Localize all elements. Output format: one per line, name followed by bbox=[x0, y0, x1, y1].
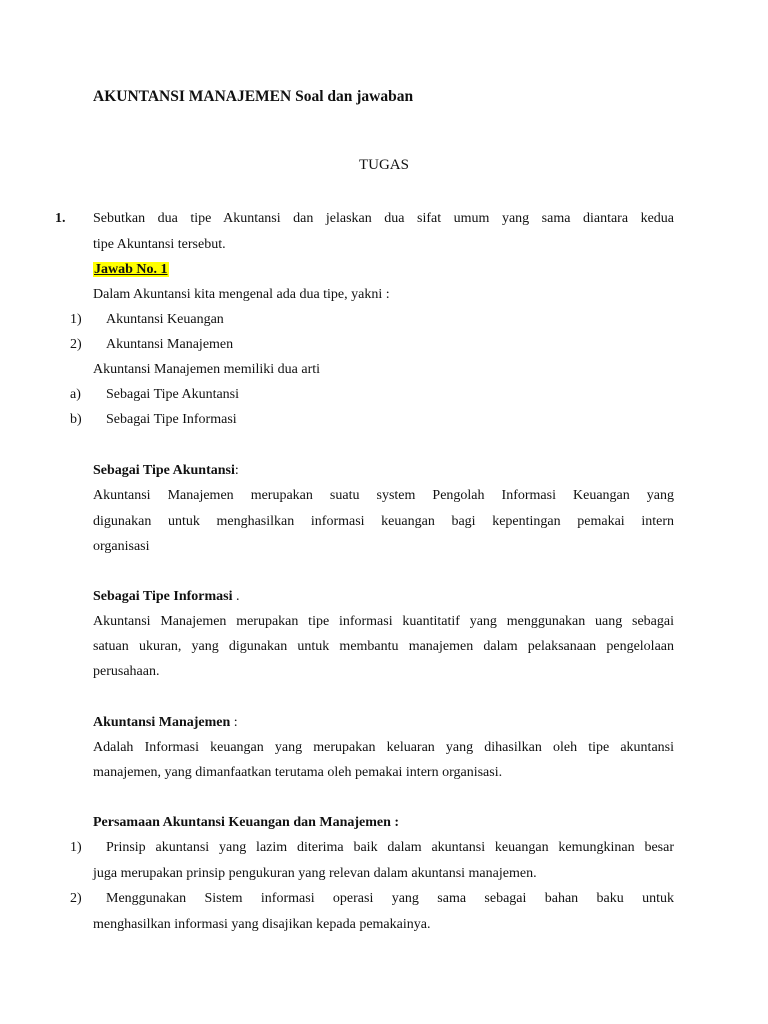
document-title: AKUNTANSI MANAJEMEN Soal dan jawaban bbox=[93, 88, 414, 105]
similarity-1-line-2: juga merupakan prinsip pengukuran yang relevan dalam akuntansi manajemen. bbox=[93, 866, 537, 881]
similarity-1-line-1: Prinsip akuntansi yang lazim diterima baik dalam akuntansi keuangan kemungkinan besar bbox=[106, 840, 674, 855]
section3-heading-row bbox=[93, 715, 238, 731]
similarity-2-line-1: Menggunakan Sistem informasi operasi yang sama sebagai bahan baku untuk bbox=[106, 891, 674, 906]
section3-suffix: : bbox=[230, 715, 238, 730]
section2-line-3: perusahaan. bbox=[93, 664, 160, 679]
section2-line-2-row bbox=[93, 639, 674, 655]
type-2-marker: 2) bbox=[70, 337, 82, 352]
section1-suffix: : bbox=[234, 463, 239, 478]
meaning-intro: Akuntansi Manajemen memiliki dua arti bbox=[93, 362, 321, 377]
section2-line-2: satuan ukuran, yang digunakan untuk membantu manajemen dalam pelaksanaan pengelolaan bbox=[93, 639, 674, 654]
answer-intro: Dalam Akuntansi kita mengenal ada dua tipe, yakni : bbox=[93, 287, 390, 302]
similarity-1-line-1-row bbox=[106, 840, 674, 856]
similarity-2-marker: 2) bbox=[70, 891, 82, 906]
section2-heading: Sebagai Tipe Informasi bbox=[93, 589, 233, 604]
type-1-text: Akuntansi Keuangan bbox=[106, 312, 224, 327]
question-number: 1. bbox=[55, 211, 66, 226]
section2-suffix: . bbox=[232, 589, 240, 604]
section1-line-3: organisasi bbox=[93, 539, 150, 554]
meaning-b-marker: b) bbox=[70, 412, 82, 427]
type-2-text: Akuntansi Manajemen bbox=[106, 337, 234, 352]
section3-line-1: Adalah Informasi keuangan yang merupakan keluaran yang dihasilkan oleh tipe akuntansi bbox=[93, 740, 674, 755]
similarity-2-line-1-row bbox=[106, 891, 674, 907]
question-line-1 bbox=[93, 211, 674, 227]
question-text-1: Sebutkan dua tipe Akuntansi dan jelaskan dua sifat umum yang sama diantara kedua bbox=[93, 211, 674, 226]
section3-line-1-row bbox=[93, 740, 674, 756]
section4-heading: Persamaan Akuntansi Keuangan dan Manajemen : bbox=[93, 815, 400, 830]
meaning-a-text: Sebagai Tipe Akuntansi bbox=[106, 387, 240, 402]
section1-heading: Sebagai Tipe Akuntansi bbox=[93, 463, 235, 478]
section2-line-1-row bbox=[93, 614, 674, 630]
similarity-1-marker: 1) bbox=[70, 840, 82, 855]
section2-heading-row bbox=[93, 589, 240, 605]
section3-line-2: manajemen, yang dimanfaatkan terutama oleh pemakai intern organisasi. bbox=[93, 765, 503, 780]
meaning-a-marker: a) bbox=[70, 387, 81, 402]
similarity-2-line-2: menghasilkan informasi yang disajikan kepada pemakainya. bbox=[93, 917, 431, 932]
section1-line-1-row bbox=[93, 488, 674, 504]
meaning-b-text: Sebagai Tipe Informasi bbox=[106, 412, 237, 427]
section2-line-1: Akuntansi Manajemen merupakan tipe informasi kuantitatif yang menggunakan uang sebagai bbox=[93, 614, 674, 629]
section1-line-2: digunakan untuk menghasilkan informasi keuangan bagi kepentingan pemakai intern bbox=[93, 514, 674, 529]
question-line-2: tipe Akuntansi tersebut. bbox=[93, 237, 226, 252]
type-1-marker: 1) bbox=[70, 312, 82, 327]
answer-label: Jawab No. 1 bbox=[94, 262, 168, 277]
section1-line-2-row bbox=[93, 514, 674, 530]
answer-label-row bbox=[93, 262, 169, 278]
section3-heading: Akuntansi Manajemen bbox=[93, 715, 231, 730]
tugas-heading: TUGAS bbox=[358, 157, 409, 173]
section1-heading-row bbox=[93, 463, 239, 479]
section1-line-1: Akuntansi Manajemen merupakan suatu system Pengolah Informasi Keuangan yang bbox=[93, 488, 674, 503]
